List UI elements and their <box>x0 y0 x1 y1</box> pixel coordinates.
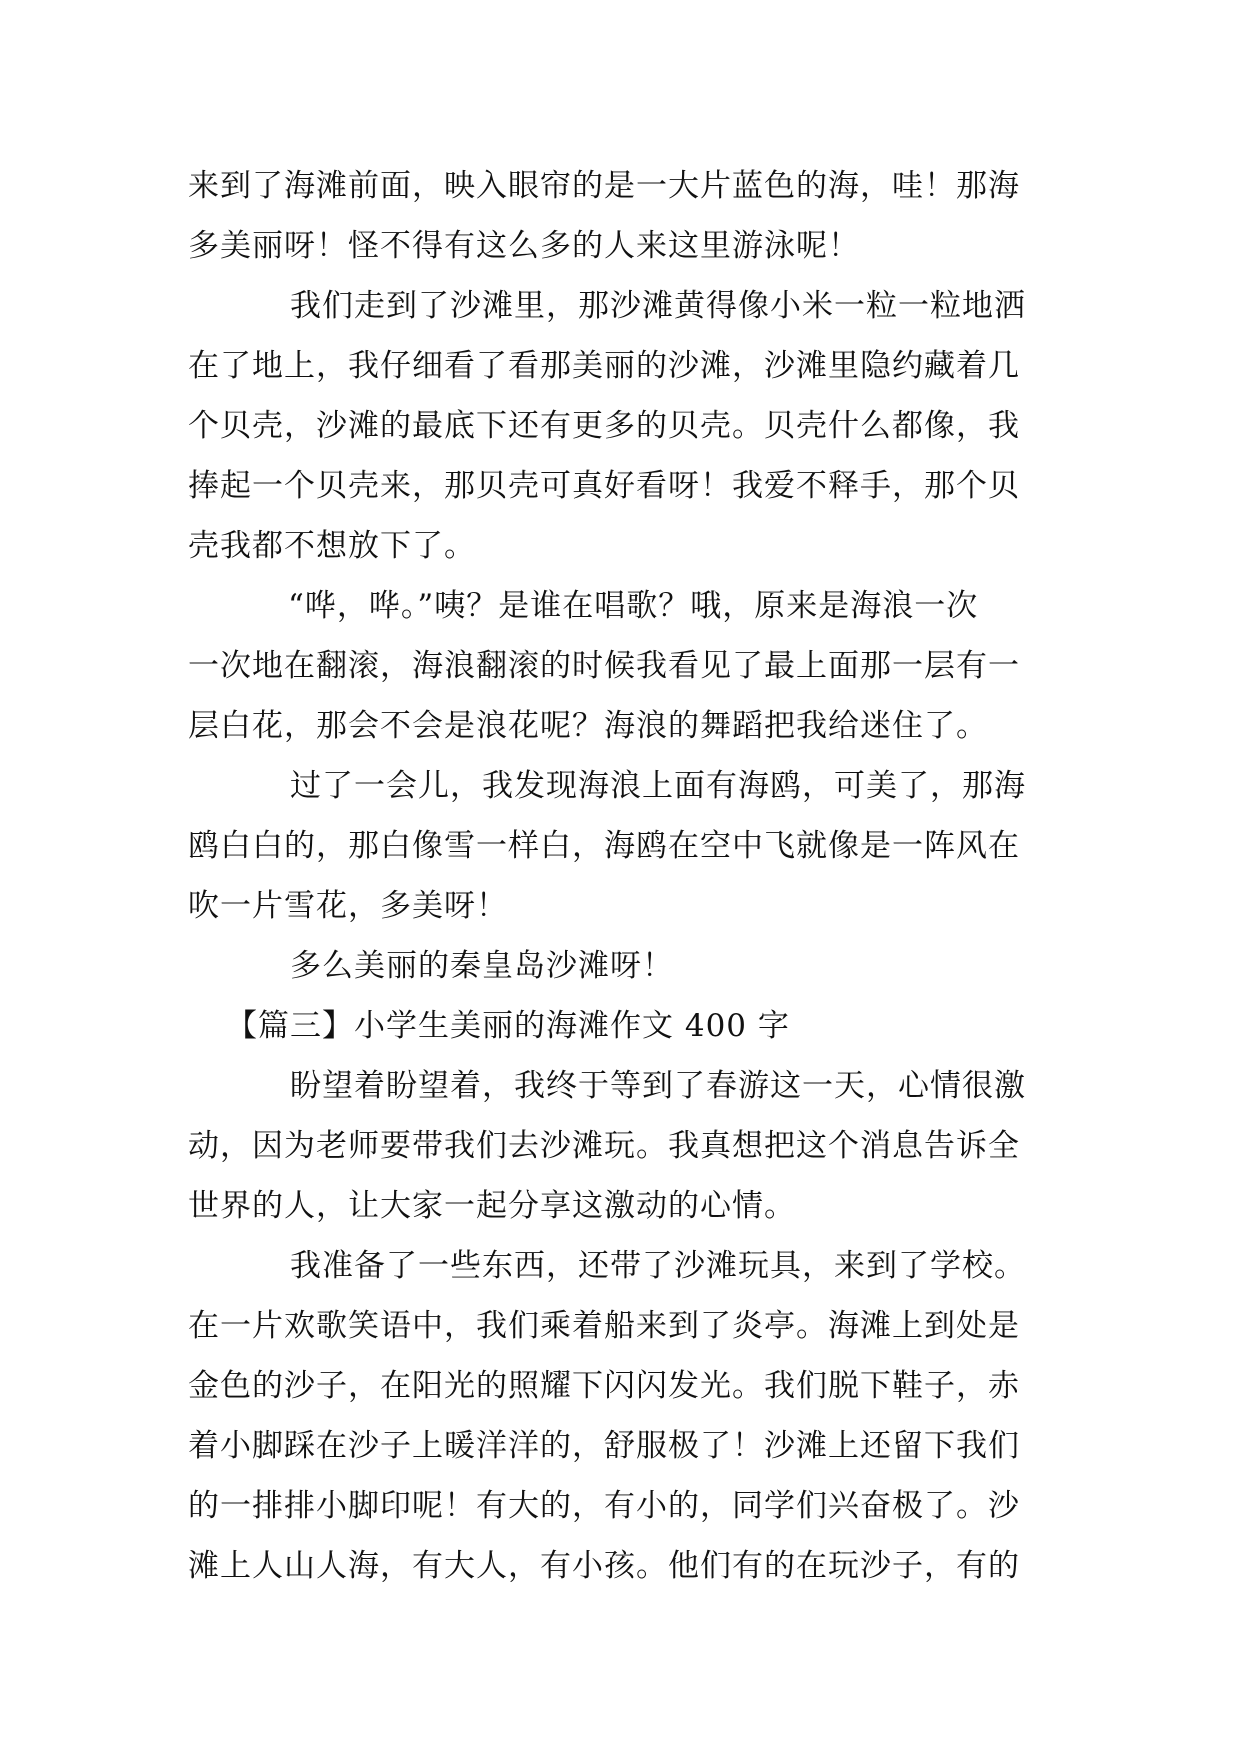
text-line: 一次地在翻滚，海浪翻滚的时候我看见了最上面那一层有一 <box>188 648 1020 684</box>
text-line: 多美丽呀！怪不得有这么多的人来这里游泳呢！ <box>188 228 860 264</box>
text-line: 金色的沙子，在阳光的照耀下闪闪发光。我们脱下鞋子，赤 <box>188 1368 1020 1404</box>
text-line: 个贝壳，沙滩的最底下还有更多的贝壳。贝壳什么都像，我 <box>188 408 1020 444</box>
text-line: 盼望着盼望着，我终于等到了春游这一天，心情很激 <box>290 1068 1026 1104</box>
text-line: 的一排排小脚印呢！有大的，有小的，同学们兴奋极了。沙 <box>188 1488 1020 1524</box>
text-line: 来到了海滩前面，映入眼帘的是一大片蓝色的海，哇！那海 <box>188 168 1020 204</box>
text-line: 吹一片雪花，多美呀！ <box>188 888 508 924</box>
text-line: 在了地上，我仔细看了看那美丽的沙滩，沙滩里隐约藏着几 <box>188 348 1020 384</box>
text-line: 我准备了一些东西，还带了沙滩玩具，来到了学校。 <box>290 1248 1026 1284</box>
text-line: 动，因为老师要带我们去沙滩玩。我真想把这个消息告诉全 <box>188 1128 1020 1164</box>
text-line: 过了一会儿，我发现海浪上面有海鸥，可美了，那海 <box>290 768 1026 804</box>
text-line: 壳我都不想放下了。 <box>188 528 476 564</box>
text-line: “哗，哗。”咦？是谁在唱歌？哦，原来是海浪一次 <box>288 588 979 624</box>
text-line: 着小脚踩在沙子上暖洋洋的，舒服极了！沙滩上还留下我们 <box>188 1428 1020 1464</box>
text-line: 鸥白白的，那白像雪一样白，海鸥在空中飞就像是一阵风在 <box>188 828 1020 864</box>
text-line: 捧起一个贝壳来，那贝壳可真好看呀！我爱不释手，那个贝 <box>188 468 1020 504</box>
text-line: 层白花，那会不会是浪花呢？海浪的舞蹈把我给迷住了。 <box>188 708 988 744</box>
text-line: 世界的人，让大家一起分享这激动的心情。 <box>188 1188 796 1224</box>
text-line: 我们走到了沙滩里，那沙滩黄得像小米一粒一粒地洒 <box>290 288 1026 324</box>
section-heading: 【篇三】小学生美丽的海滩作文 400 字 <box>226 1008 790 1044</box>
text-line: 滩上人山人海，有大人，有小孩。他们有的在玩沙子，有的 <box>188 1548 1020 1584</box>
text-line: 多么美丽的秦皇岛沙滩呀！ <box>290 948 674 984</box>
text-line: 在一片欢歌笑语中，我们乘着船来到了炎亭。海滩上到处是 <box>188 1308 1020 1344</box>
